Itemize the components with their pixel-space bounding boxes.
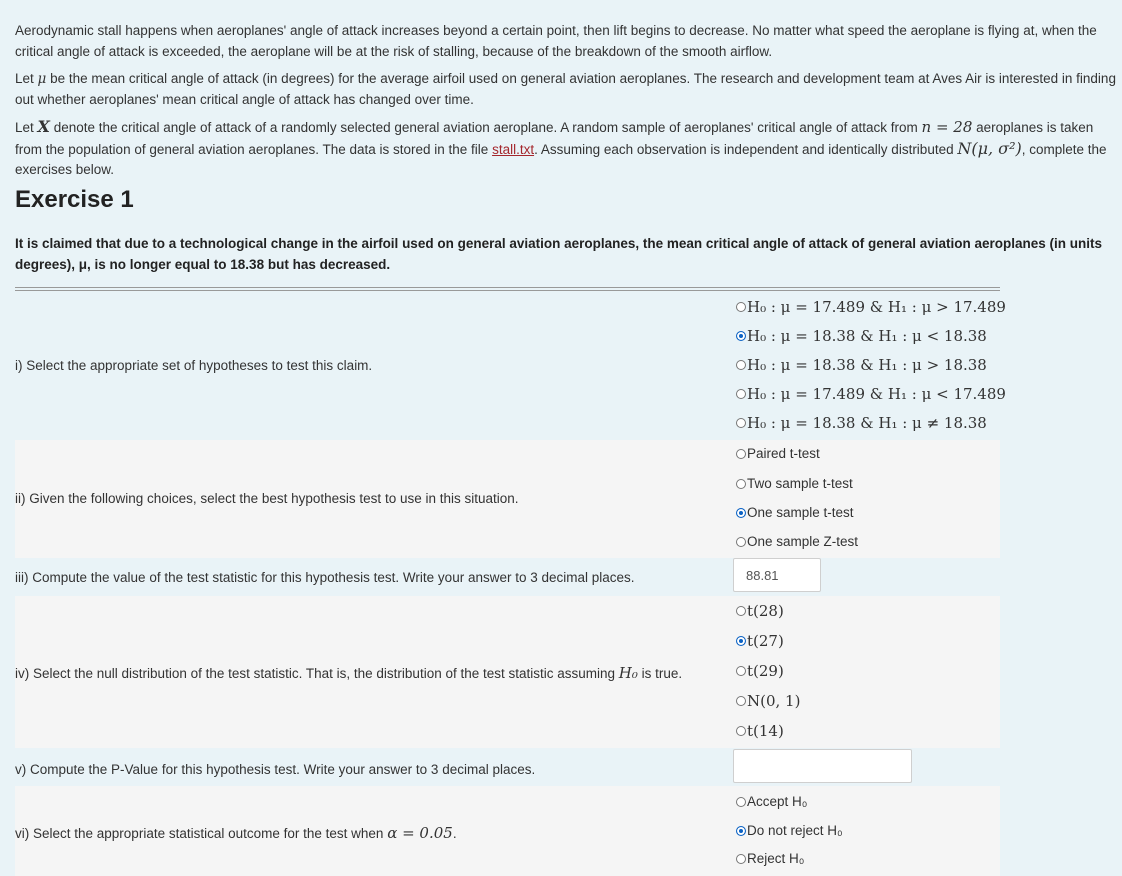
radio-button[interactable] — [736, 360, 746, 370]
radio-button[interactable] — [736, 449, 746, 459]
text: . — [452, 826, 457, 841]
text: iv) Select the null distribution of the test statistic. That is, the distribution of the test statistic assuming — [15, 666, 619, 681]
option-label: t(28) — [747, 602, 784, 620]
intro-paragraph-2 — [15, 69, 1120, 110]
q4-option-3[interactable] — [736, 662, 784, 680]
radio-button[interactable] — [736, 479, 746, 489]
option-label: t(14) — [747, 722, 784, 740]
radio-button[interactable] — [736, 537, 746, 547]
intro-paragraph-1: Aerodynamic stall happens when aeroplanes' angle of attack increases beyond a certain point, then lift begins to decrease. No matter what speed the aeroplane is flying at, when the critical angle of attack is exceeded, the aeroplane will be at the risk of stalling, because of the breakdown of the smooth airflow. — [15, 23, 1097, 59]
q1-option-4[interactable] — [736, 385, 1006, 403]
option-label: One sample Z-test — [747, 534, 859, 549]
q2-option-2[interactable] — [736, 476, 853, 491]
text: Let — [15, 120, 38, 135]
radio-button[interactable] — [736, 826, 746, 836]
q2-option-3[interactable] — [736, 505, 854, 520]
q1-option-3[interactable] — [736, 356, 987, 374]
option-label: H₀ : μ = 17.489 & H₁ : μ < 17.489 — [747, 385, 1006, 403]
text: vi) Select the appropriate statistical outcome for the test when — [15, 826, 388, 841]
text: be the mean critical angle of attack (in degrees) for the average airfoil used on general aviation aeroplanes. The research and development team at Aves Air is interested in finding out whether aeroplanes' mean critical angle of attack has changed over time. — [15, 71, 1116, 107]
radio-button[interactable] — [736, 418, 746, 428]
option-label: H₀ : μ = 17.489 & H₁ : μ > 17.489 — [747, 298, 1006, 316]
radio-button[interactable] — [736, 696, 746, 706]
text: is true. — [637, 666, 683, 681]
question-2-label: ii) Given the following choices, select the best hypothesis test to use in this situation. — [15, 491, 519, 506]
radio-button[interactable] — [736, 508, 746, 518]
question-5-label: v) Compute the P-Value for this hypothesis test. Write your answer to 3 decimal places. — [15, 762, 536, 777]
q6-option-1[interactable] — [736, 794, 807, 809]
option-label: H₀ : μ = 18.38 & H₁ : μ ≠ 18.38 — [747, 414, 987, 432]
text: , complete the exercises below. — [15, 141, 1107, 177]
q4-option-2[interactable] — [736, 632, 784, 650]
option-label: t(29) — [747, 662, 784, 680]
text: denote the critical angle of attack of a randomly selected general aviation aeroplane. A random sample of aeroplanes' critical angle of attack from — [49, 120, 922, 135]
question-6-row — [15, 786, 1000, 876]
option-label: Accept H₀ — [747, 794, 808, 809]
q6-option-3[interactable] — [736, 851, 804, 866]
q2-option-4[interactable] — [736, 534, 858, 549]
text: aeroplanes is taken from the population of general aviation aeroplanes. The data is stored in the file — [15, 120, 1094, 157]
intro-paragraph-3 — [15, 117, 1120, 181]
claim-text: It is claimed that due to a technological change in the airfoil used on general aviation aeroplanes, the mean critical angle of attack of general aviation aeroplanes (in units degrees), μ, is no longer equal to 18.38 but has decreased. — [15, 236, 1103, 272]
radio-button[interactable] — [736, 854, 746, 864]
distribution-notation: N(μ, σ²) — [957, 138, 1022, 158]
option-label: H₀ : μ = 18.38 & H₁ : μ < 18.38 — [747, 327, 987, 345]
radio-button[interactable] — [736, 331, 746, 341]
question-5-row — [15, 748, 1000, 786]
q1-option-1[interactable] — [736, 298, 1006, 316]
text: . Assuming each observation is independent and identically distributed — [534, 141, 958, 157]
q4-option-5[interactable] — [736, 722, 784, 740]
option-label: Paired t-test — [747, 446, 820, 461]
radio-button[interactable] — [736, 606, 746, 616]
x-symbol: X — [37, 117, 50, 136]
sample-size: n = 28 — [921, 118, 973, 136]
radio-button[interactable] — [736, 302, 746, 312]
exercise-title: Exercise 1 — [15, 186, 134, 213]
option-label: t(27) — [747, 632, 784, 650]
data-file-link[interactable]: stall.txt — [492, 141, 535, 157]
radio-button[interactable] — [736, 726, 746, 736]
q4-option-1[interactable] — [736, 602, 784, 620]
radio-button[interactable] — [736, 797, 746, 807]
option-label: Reject H₀ — [747, 851, 805, 866]
text: Let — [15, 71, 38, 86]
radio-button[interactable] — [736, 636, 746, 646]
q6-option-2[interactable] — [736, 823, 843, 838]
option-label: Two sample t-test — [747, 476, 853, 491]
q2-option-1[interactable] — [736, 446, 820, 461]
question-4-row — [15, 596, 1000, 748]
question-3-label: iii) Compute the value of the test statistic for this hypothesis test. Write your answer to 3 decimal places. — [15, 570, 635, 585]
question-1-label: i) Select the appropriate set of hypotheses to test this claim. — [15, 358, 373, 373]
q1-option-2[interactable] — [736, 327, 987, 345]
q4-option-4[interactable] — [736, 692, 800, 710]
h0-symbol: H₀ — [618, 664, 638, 682]
divider — [15, 287, 1000, 291]
mu-symbol: μ — [37, 71, 47, 87]
question-1-row — [15, 293, 1006, 438]
option-label: N(0, 1) — [747, 692, 801, 710]
question-2-row — [15, 440, 1000, 558]
alpha-value: α = 0.05 — [387, 824, 453, 842]
question-4-label — [15, 664, 682, 682]
option-label: H₀ : μ = 18.38 & H₁ : μ > 18.38 — [747, 356, 987, 374]
question-6-label — [15, 824, 457, 842]
option-label: Do not reject H₀ — [747, 823, 843, 838]
radio-button[interactable] — [736, 389, 746, 399]
question-3-row — [15, 558, 1000, 596]
radio-button[interactable] — [736, 666, 746, 676]
test-statistic-input[interactable]: 88.81 — [733, 558, 821, 592]
option-label: One sample t-test — [747, 505, 854, 520]
p-value-input[interactable] — [733, 749, 912, 783]
q1-option-5[interactable] — [736, 414, 987, 432]
